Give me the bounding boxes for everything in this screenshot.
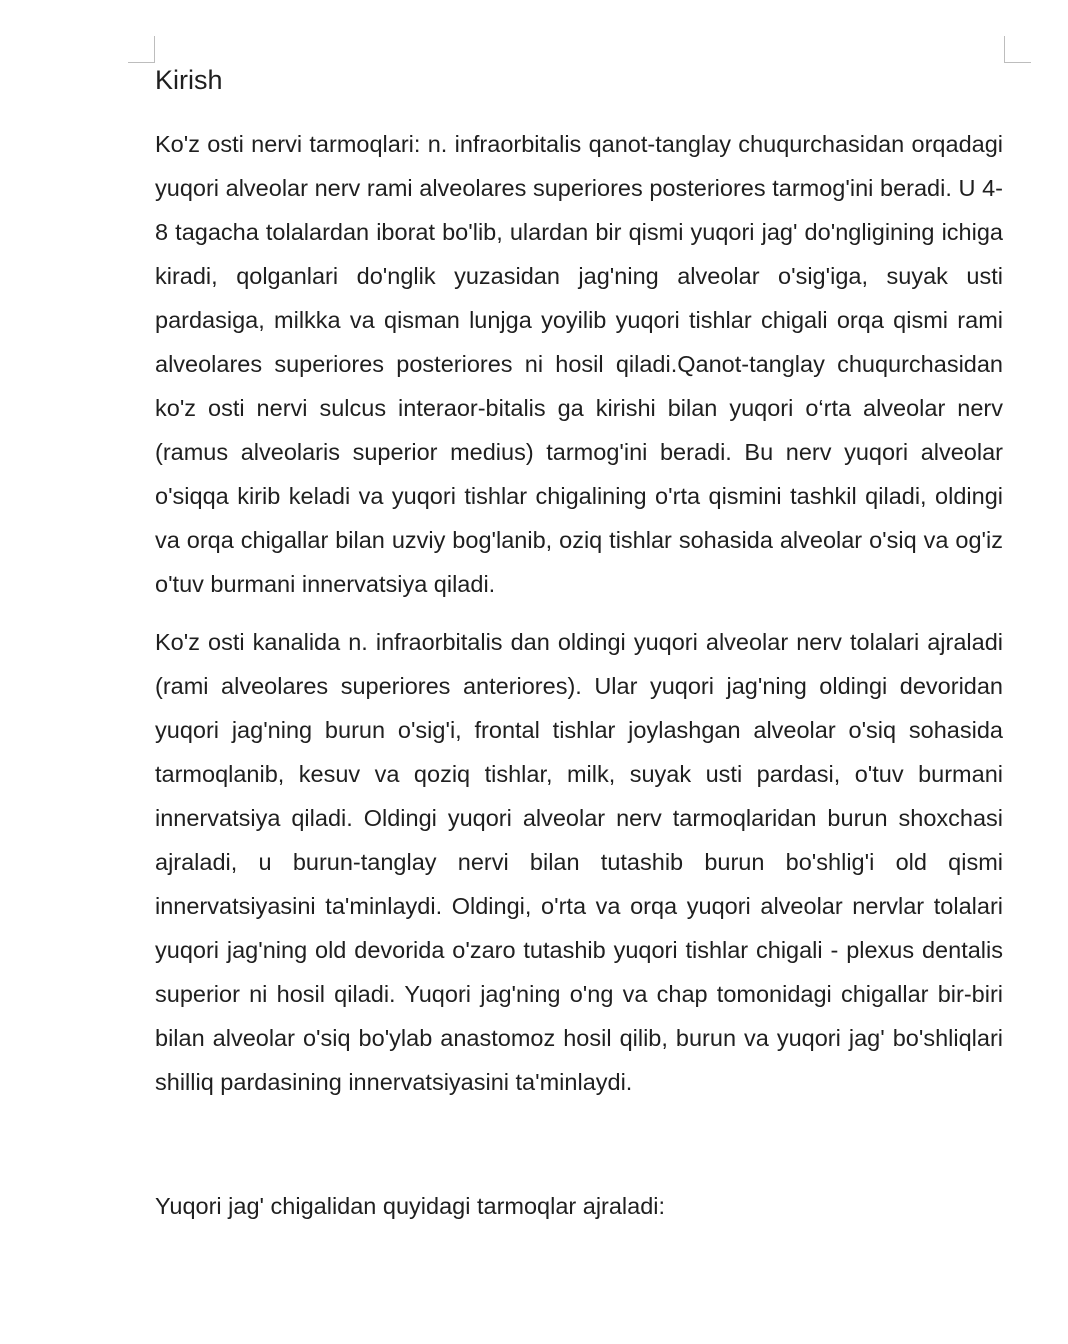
paragraph-1: Ko'z osti nervi tarmoqlari: n. infraorbitalis qanot-tanglay chuqurchasidan orqadagi yuqori alveolar nerv rami alveolares superiores posteriores tarmog'ini beradi. U 4-8 tagacha tolalardan iborat bo'lib, ulardan bir qismi yuqori jag' do'ngligining ichiga kiradi, qolganlari do'nglik yuzasidan jag'ning alveolar o'sig'iga, suyak usti pardasiga, milkka va qisman lunjga yoyilib yuqori tishlar chigali orqa qismi rami alveolares superiores posteriores ni hosil qiladi.Qanot-tanglay chuqurchasidan ko'z osti nervi sulcus interaor-bitalis ga kirishi bilan yuqori o‘rta alveolar nerv (ramus alveolaris superior medius) tarmog'ini beradi. Bu nerv yuqori alveolar o'siqqa kirib keladi va yuqori tishlar chigalining o'rta qismini tashkil qiladi, oldingi va orqa chigallar bilan uzviy bog'lanib, oziq tishlar sohasida alveolar o'siq va og'iz o'tuv burmani innervatsiya qiladi. (155, 131, 1003, 597)
page-corner-marker-top-right (1004, 36, 1031, 63)
paragraph-3: Yuqori jag' chigalidan quyidagi tarmoqlar ajraladi: (155, 1193, 666, 1219)
page-corner-marker-top-left (128, 36, 155, 63)
document-page-body (155, 58, 1003, 1242)
section-heading: Kirish (155, 65, 223, 95)
paragraph-2: Ko'z osti kanalida n. infraorbitalis dan oldingi yuqori alveolar nerv tolalari ajraladi (rami alveolares superiores anteriores). Ular yuqori jag'ning oldingi devoridan yuqori jag'ning burun o'sig'i, frontal tishlar joylashgan alveolar o'siq sohasida tarmoqlanib, kesuv va qoziq tishlar, milk, suyak usti pardasi, o'tuv burmani innervatsiya qiladi. Oldingi yuqori alveolar nerv tarmoqlaridan burun shoxchasi ajraladi, u burun-tanglay nervi bilan tutashib burun bo'shlig'i old qismi innervatsiyasini ta'minlaydi. Oldingi, o'rta va orqa yuqori alveolar nervlar tolalari yuqori jag'ning old devorida o'zaro tutashib yuqori tishlar chigali - plexus dentalis superior ni hosil qiladi. Yuqori jag'ning o'ng va chap tomonidagi chigallar bir-biri bilan alveolar o'siq bo'ylab anastomoz hosil qilib, burun va yuqori jag' bo'shliqlari shilliq pardasining innervatsiyasini ta'minlaydi. (155, 629, 1003, 1095)
